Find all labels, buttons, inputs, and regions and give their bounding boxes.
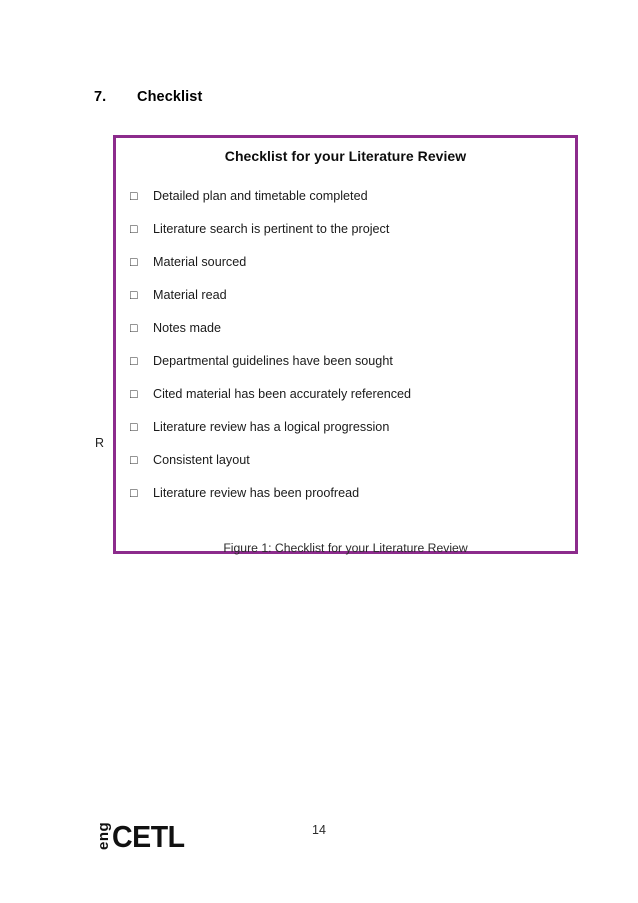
section-heading (94, 89, 202, 105)
checkbox-icon[interactable]: □ (130, 255, 138, 269)
list-item[interactable] (128, 387, 575, 420)
section-number: 7. (94, 89, 107, 105)
list-item[interactable] (128, 486, 575, 519)
checklist-items (116, 189, 575, 519)
checkbox-icon[interactable]: □ (130, 420, 138, 434)
list-item-label: Cited material has been accurately referenced (153, 387, 412, 401)
list-item-label: Consistent layout (153, 453, 250, 467)
checkbox-icon[interactable]: □ (130, 288, 138, 302)
list-item-label: Literature review has been proofread (153, 486, 360, 500)
list-item-label: Detailed plan and timetable completed (153, 189, 368, 203)
logo-cetl-text: CETL (112, 818, 185, 854)
checkbox-icon[interactable]: □ (130, 189, 138, 203)
checkbox-icon[interactable]: □ (130, 486, 138, 500)
list-item[interactable] (128, 255, 575, 288)
list-item[interactable] (128, 354, 575, 387)
list-item-label: Notes made (153, 321, 222, 335)
logo-eng-text: eng (95, 821, 112, 851)
list-item[interactable] (128, 189, 575, 222)
list-item-label: Departmental guidelines have been sought (153, 354, 393, 368)
checkbox-icon[interactable]: □ (130, 453, 138, 467)
list-item[interactable] (128, 222, 575, 255)
list-item[interactable] (128, 420, 575, 453)
list-item[interactable] (128, 288, 575, 321)
list-item[interactable] (128, 453, 575, 486)
list-item-label: Material sourced (153, 255, 247, 269)
list-item-label: Literature search is pertinent to the project (153, 222, 390, 236)
checklist-title: Checklist for your Literature Review (224, 148, 467, 164)
checklist-box (113, 135, 578, 554)
checkbox-icon[interactable]: □ (130, 354, 138, 368)
margin-mark: R (95, 436, 105, 450)
checkbox-icon[interactable]: □ (130, 222, 138, 236)
checkbox-icon[interactable]: □ (130, 321, 138, 335)
list-item-label: Literature review has a logical progression (153, 420, 390, 434)
checkbox-icon[interactable]: □ (130, 387, 138, 401)
list-item-label: Material read (153, 288, 227, 302)
figure-caption: Figure 1: Checklist for your Literature Review (223, 541, 468, 555)
page-number: 14 (312, 823, 326, 837)
page-title: Checklist (137, 89, 203, 105)
list-item[interactable] (128, 321, 575, 354)
